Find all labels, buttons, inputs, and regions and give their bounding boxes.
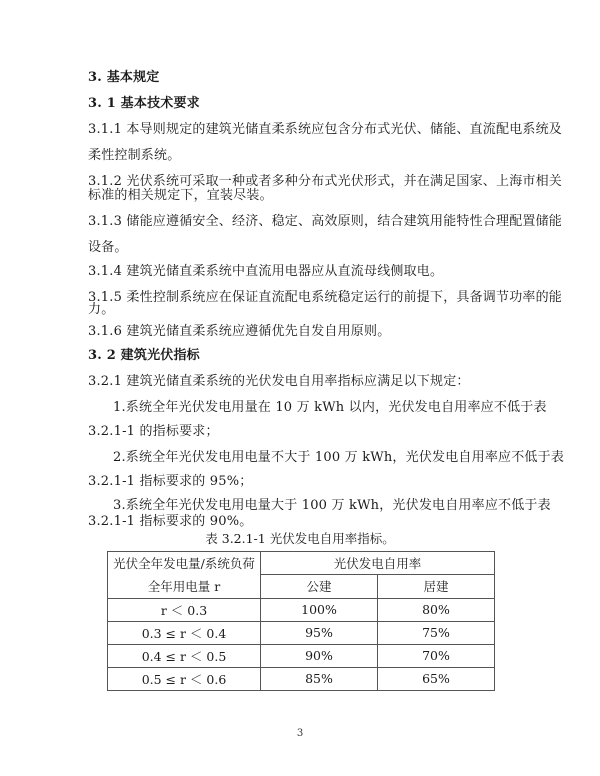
cell-residential: 70% — [378, 644, 495, 667]
cell-public: 95% — [261, 621, 378, 644]
header-ratio-line2: 全年用电量 r — [108, 575, 261, 599]
self-consumption-table — [107, 551, 495, 691]
paragraph-3-2-1: 3.2.1 建筑光储直柔系统的光伏发电自用率指标应满足以下规定： — [88, 374, 470, 389]
paragraph-3-1-3-line1: 3.1.3 储能应遵循安全、经济、稳定、高效原则，结合建筑用能特性合理配置储能 — [88, 214, 563, 229]
subsection-heading-3-1: 3. 1 基本技术要求 — [88, 96, 200, 111]
table-header-row-1 — [108, 552, 495, 575]
cell-public: 100% — [261, 598, 378, 621]
table-row — [108, 598, 495, 621]
table-row — [108, 667, 495, 690]
header-public-building: 公建 — [261, 575, 378, 599]
paragraph-3-1-1-line1: 3.1.1 本导则规定的建筑光储直柔系统应包含分布式光伏、储能、直流配电系统及 — [88, 122, 563, 137]
cell-range: r ＜ 0.3 — [108, 598, 261, 621]
paragraph-3-1-6: 3.1.6 建筑光储直柔系统应遵循优先自发自用原则。 — [88, 324, 391, 339]
paragraph-3-1-4: 3.1.4 建筑光储直柔系统中直流用电器应从直流母线侧取电。 — [88, 264, 444, 279]
cell-residential: 80% — [378, 598, 495, 621]
cell-public: 90% — [261, 644, 378, 667]
list-item-3-line2: 3.2.1-1 指标要求的 90%。 — [88, 514, 253, 529]
table-row — [108, 644, 495, 667]
subsection-heading-3-2: 3. 2 建筑光伏指标 — [88, 348, 200, 363]
table-header-row-2 — [108, 575, 495, 599]
cell-public: 85% — [261, 667, 378, 690]
paragraph-3-1-2-line2: 标准的相关规定下，宜装尽装。 — [88, 188, 273, 203]
paragraph-3-1-5-line2: 力。 — [88, 302, 115, 317]
list-item-1-line1: 1.系统全年光伏发电用量在 10 万 kWh 以内，光伏发电自用率应不低于表 — [113, 400, 547, 415]
table-caption: 表 3.2.1-1 光伏发电自用率指标。 — [205, 531, 395, 546]
list-item-3-line1: 3.系统全年光伏发电用电量大于 100 万 kWh，光伏发电自用率应不低于表 — [113, 498, 551, 513]
list-item-1-line2: 3.2.1-1 的指标要求； — [88, 424, 219, 439]
paragraph-3-1-2-line1: 3.1.2 光伏系统可采取一种或者多种分布式光伏形式，并在满足国家、上海市相关 — [88, 174, 563, 189]
cell-residential: 65% — [378, 667, 495, 690]
header-self-consumption-rate: 光伏发电自用率 — [261, 552, 495, 575]
cell-range: 0.3 ≤ r ＜ 0.4 — [108, 621, 261, 644]
table-row — [108, 621, 495, 644]
cell-residential: 75% — [378, 621, 495, 644]
header-ratio-line1: 光伏全年发电量/系统负荷 — [108, 552, 261, 575]
paragraph-3-1-1-line2: 柔性控制系统。 — [88, 148, 181, 163]
paragraph-3-1-3-line2: 设备。 — [88, 240, 128, 255]
paragraph-3-1-5-line1: 3.1.5 柔性控制系统应在保证直流配电系统稳定运行的前提下，具备调节功率的能 — [88, 290, 563, 305]
header-residential-building: 居建 — [378, 575, 495, 599]
list-item-2-line2: 3.2.1-1 指标要求的 95%； — [88, 474, 253, 489]
page-number: 3 — [296, 728, 304, 739]
list-item-2-line1: 2.系统全年光伏发电用电量不大于 100 万 kWh，光伏发电自用率应不低于表 — [113, 450, 565, 465]
section-heading: 3. 基本规定 — [88, 70, 160, 85]
cell-range: 0.4 ≤ r ＜ 0.5 — [108, 644, 261, 667]
cell-range: 0.5 ≤ r ＜ 0.6 — [108, 667, 261, 690]
